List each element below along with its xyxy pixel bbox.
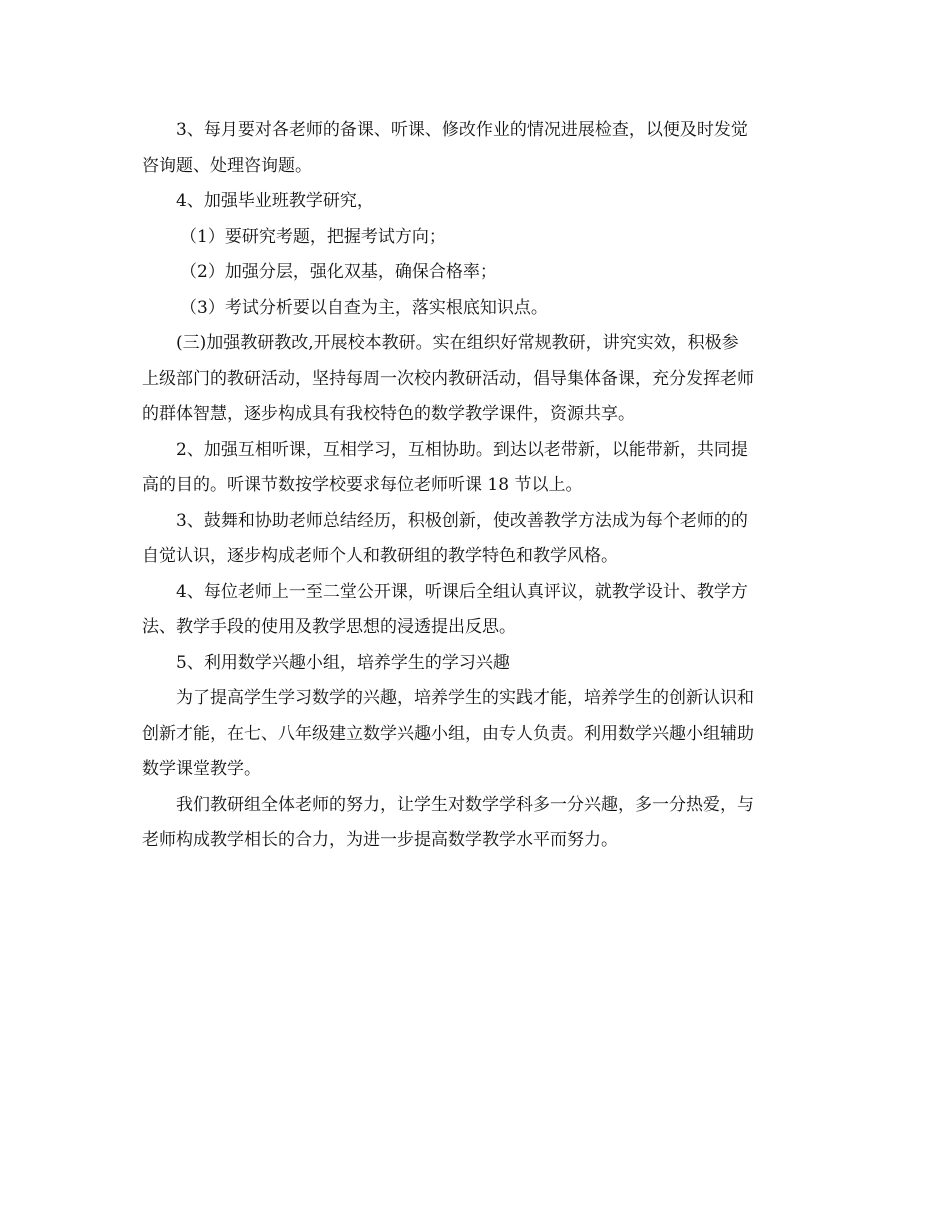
text-line: (三)加强教研教改,开展校本教研。实在组织好常规教研，讲究实效，积极参 (176, 333, 739, 353)
text-line: 我们教研组全体老师的努力，让学生对数学学科多一分兴趣，多一分热爱，与 (176, 794, 754, 815)
paragraph-mutual-observation (142, 433, 812, 504)
paragraph-encourage-innovation (142, 504, 812, 575)
text-line: （3）考试分析要以自查为主，落实根底知识点。 (180, 297, 548, 318)
text-line: 的群体智慧，逐步构成具有我校特色的数学教学课件，资源共享。 (142, 404, 635, 424)
text-line: 为了提高学生学习数学的兴趣，培养学生的实践才能，培养学生的创新认识和 (176, 688, 754, 708)
text-line: 创新才能，在七、八年级建立数学兴趣小组，由专人负责。利用数学兴趣小组辅助 (142, 723, 754, 744)
text-line: 高的目的。听课节数按学校要求每位老师听课 18 节以上。 (142, 475, 583, 495)
text-line: （1）要研究考题，把握考试方向； (180, 226, 446, 247)
text-line: 咨询题、处理咨询题。 (142, 155, 312, 176)
text-line: 5、利用数学兴趣小组，培养学生的学习兴趣 (176, 652, 510, 673)
list-item-layering (142, 255, 812, 291)
text-line: 4、加强毕业班教学研究， (176, 191, 374, 211)
paragraph-graduating-class (142, 184, 812, 220)
document-body (142, 113, 812, 859)
list-item-exam-analysis (142, 291, 812, 327)
list-item-exam-study (142, 220, 812, 256)
text-line: 老师构成教学相长的合力，为进一步提高数学教学水平而努力。 (142, 830, 618, 850)
paragraph-interest-group (142, 646, 812, 682)
text-line: 自觉认识，逐步构成老师个人和教研组的教学特色和教学风格。 (142, 546, 618, 566)
text-line: 3、鼓舞和协助老师总结经历，积极创新，使改善教学方法成为每个老师的的 (176, 510, 748, 531)
text-line: 3、每月要对各老师的备课、听课、修改作业的情况进展检查，以便及时发觉 (176, 120, 748, 140)
paragraph-interest-group-detail (142, 681, 812, 788)
text-line: 2、加强互相听课，互相学习，互相协助。到达以老带新，以能带新，共同提 (176, 439, 748, 460)
paragraph-open-class (142, 575, 812, 646)
text-line: 法、教学手段的使用及教学思想的浸透提出反思。 (142, 617, 516, 637)
text-line: （2）加强分层，强化双基，确保合格率； (180, 262, 497, 282)
text-line: 上级部门的教研活动，坚持每周一次校内教研活动，倡导集体备课，充分发挥老师 (142, 368, 754, 389)
paragraph-inspection (142, 113, 812, 184)
paragraph-conclusion (142, 788, 812, 859)
text-line: 4、每位老师上一至二堂公开课，听课后全组认真评议，就教学设计、教学方 (176, 581, 748, 602)
paragraph-teaching-research (142, 326, 812, 433)
text-line: 数学课堂教学。 (142, 759, 261, 779)
